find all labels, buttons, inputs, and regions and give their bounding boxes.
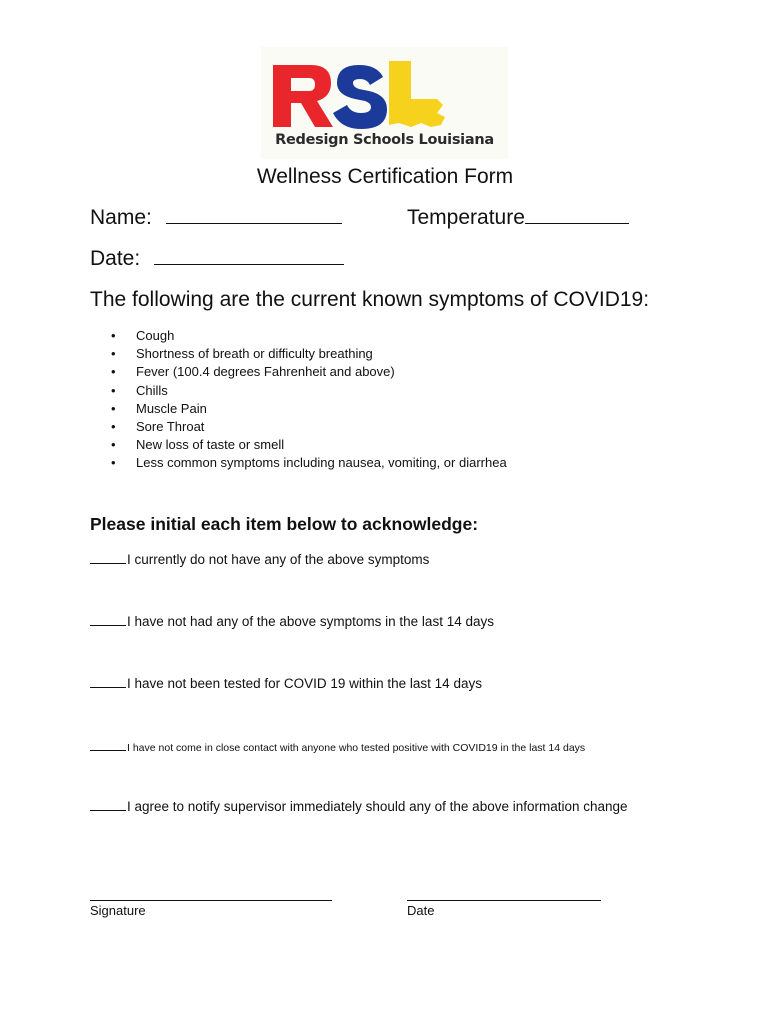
signature-date-line[interactable] xyxy=(407,900,601,901)
signature-label: Signature xyxy=(90,903,146,918)
ack-item xyxy=(90,738,585,754)
symptom-item xyxy=(108,400,507,418)
symptom-item xyxy=(108,345,507,363)
date-field[interactable] xyxy=(90,246,344,271)
ack-item xyxy=(90,613,494,629)
bullet-icon: • xyxy=(111,364,116,380)
name-blank[interactable] xyxy=(166,205,342,224)
ack-item xyxy=(90,551,429,567)
symptom-item xyxy=(108,363,507,381)
bullet-icon: • xyxy=(111,346,116,362)
ack-text: I currently do not have any of the above symptoms xyxy=(127,552,430,567)
initial-blank[interactable] xyxy=(90,613,126,626)
signature-date-label: Date xyxy=(407,903,435,918)
symptom-text: Chills xyxy=(136,382,168,398)
ack-text: I have not been tested for COVID 19 within the last 14 days xyxy=(127,676,482,691)
ack-item xyxy=(90,675,482,691)
symptom-text: Muscle Pain xyxy=(136,400,207,416)
letter-s xyxy=(333,65,387,129)
letter-r xyxy=(273,65,333,127)
bullet-icon: • xyxy=(111,400,116,416)
date-label: Date: xyxy=(90,247,141,270)
symptom-list xyxy=(108,327,507,473)
bullet-icon: • xyxy=(111,328,116,343)
signature-line[interactable] xyxy=(90,900,332,901)
symptom-item xyxy=(108,382,507,400)
symptom-text: Sore Throat xyxy=(136,418,205,434)
ack-item xyxy=(90,798,628,814)
symptom-item xyxy=(108,327,507,345)
symptoms-heading: The following are the current known symptoms of COVID19: xyxy=(90,288,650,311)
bullet-icon: • xyxy=(111,437,116,453)
temperature-field[interactable] xyxy=(407,205,629,230)
bullet-icon: • xyxy=(111,418,116,434)
bullet-icon: • xyxy=(111,455,116,471)
ack-text: I agree to notify supervisor immediately should any of the above information change xyxy=(127,799,628,814)
temperature-label: Temperature xyxy=(407,206,525,229)
acknowledge-heading: Please initial each item below to acknowledge: xyxy=(90,514,479,534)
logo-tagline: Redesign Schools Louisiana xyxy=(275,132,494,148)
symptom-text: Cough xyxy=(136,328,175,343)
name-label: Name: xyxy=(90,206,152,229)
ack-text: I have not come in close contact with anyone who tested positive with COVID19 in the last 14 days xyxy=(127,742,586,754)
symptom-text: Fever (100.4 degrees Fahrenheit and above) xyxy=(136,364,395,380)
name-field[interactable] xyxy=(90,205,342,230)
form-title: Wellness Certification Form xyxy=(256,165,514,188)
symptom-item xyxy=(108,436,507,454)
louisiana-shape xyxy=(389,61,445,127)
initial-blank[interactable] xyxy=(90,551,126,564)
initial-blank[interactable] xyxy=(90,738,126,751)
ack-text: I have not had any of the above symptoms in the last 14 days xyxy=(127,614,494,629)
symptom-text: New loss of taste or smell xyxy=(136,437,285,453)
date-blank[interactable] xyxy=(154,246,344,265)
symptom-text: Shortness of breath or difficulty breathing xyxy=(136,346,373,362)
symptom-text: Less common symptoms including nausea, vomiting, or diarrhea xyxy=(136,455,507,471)
temperature-blank[interactable] xyxy=(525,205,629,224)
initial-blank[interactable] xyxy=(90,675,126,688)
initial-blank[interactable] xyxy=(90,798,126,811)
bullet-icon: • xyxy=(111,382,116,398)
symptom-item xyxy=(108,454,507,472)
symptom-item xyxy=(108,418,507,436)
rsl-logo xyxy=(261,47,508,159)
